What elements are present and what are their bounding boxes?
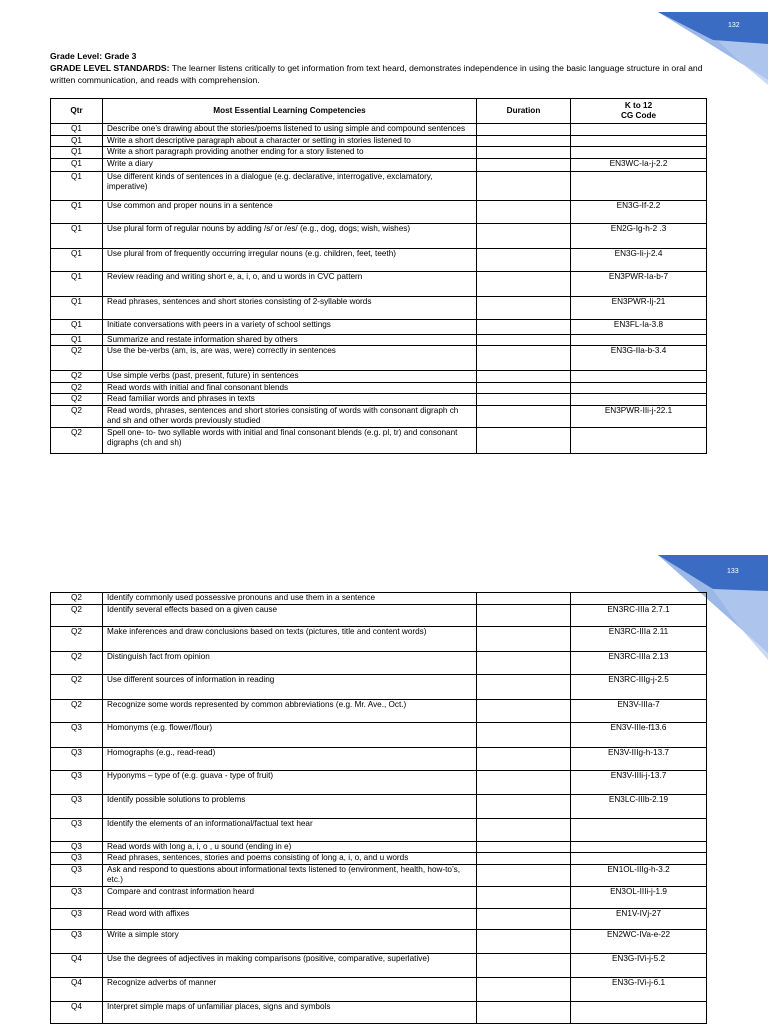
header-cg-code: K to 12 CG Code [571, 99, 707, 124]
cg-code-cell [571, 853, 707, 865]
cg-code-cell: EN3RC-IIIg-j-2.5 [571, 674, 707, 699]
page-number: 133 [727, 568, 739, 575]
cg-code-cell: EN3G-Ii-j-2.4 [571, 248, 707, 271]
competency-cell: Read phrases, sentences and short stories consisting of 2-syllable words [103, 296, 477, 319]
quarter-cell: Q3 [51, 747, 103, 770]
cg-code-cell [571, 124, 707, 136]
quarter-cell: Q2 [51, 405, 103, 427]
table-row [51, 1001, 707, 1023]
competency-cell: Identify commonly used possessive pronouns and use them in a sentence [103, 593, 477, 605]
competency-cell: Distinguish fact from opinion [103, 651, 477, 674]
table-row [51, 908, 707, 929]
duration-cell [477, 977, 571, 1001]
cg-code-cell [571, 147, 707, 159]
quarter-cell: Q1 [51, 319, 103, 334]
competency-cell: Use the be-verbs (am, is, are was, were) correctly in sentences [103, 346, 477, 371]
table-row [51, 651, 707, 674]
quarter-cell: Q1 [51, 200, 103, 223]
quarter-cell: Q3 [51, 864, 103, 886]
quarter-cell: Q1 [51, 147, 103, 159]
table-row [51, 200, 707, 223]
table-row [51, 770, 707, 794]
duration-cell [477, 794, 571, 818]
competency-cell: Read words with initial and final consonant blends [103, 382, 477, 394]
table-row [51, 405, 707, 427]
header-competency: Most Essential Learning Competencies [103, 99, 477, 124]
quarter-cell: Q1 [51, 271, 103, 296]
cg-code-cell [571, 841, 707, 853]
competency-cell: Read word with affixes [103, 908, 477, 929]
quarter-cell: Q1 [51, 223, 103, 248]
quarter-cell: Q2 [51, 626, 103, 651]
quarter-cell: Q1 [51, 334, 103, 346]
competency-cell: Identify possible solutions to problems [103, 794, 477, 818]
competency-cell: Recognize some words represented by common abbreviations (e.g. Mr. Ave., Oct.) [103, 699, 477, 722]
cg-code-cell [571, 382, 707, 394]
duration-cell [477, 124, 571, 136]
quarter-cell: Q2 [51, 371, 103, 383]
standards-label: GRADE LEVEL STANDARDS: [50, 63, 170, 73]
table-row [51, 223, 707, 248]
cg-code-cell: EN3RC-IIIa 2.11 [571, 626, 707, 651]
duration-cell [477, 953, 571, 977]
duration-cell [477, 593, 571, 605]
quarter-cell: Q1 [51, 171, 103, 200]
cg-code-cell: EN3G-IIa-b-3.4 [571, 346, 707, 371]
competency-cell: Write a simple story [103, 929, 477, 953]
table-row [51, 747, 707, 770]
cg-code-cell: EN3V-IIIi-j-13.7 [571, 770, 707, 794]
table-row [51, 147, 707, 159]
cg-code-cell [571, 135, 707, 147]
table-row [51, 382, 707, 394]
duration-cell [477, 158, 571, 171]
page-133 [0, 525, 768, 1024]
quarter-cell: Q3 [51, 908, 103, 929]
cg-code-cell: EN3PWR-Ia-b-7 [571, 271, 707, 296]
competency-cell: Use the degrees of adjectives in making comparisons (positive, comparative, superlative) [103, 953, 477, 977]
cg-code-cell [571, 593, 707, 605]
header-qtr: Qtr [51, 99, 103, 124]
quarter-cell: Q2 [51, 604, 103, 626]
table-row [51, 427, 707, 453]
duration-cell [477, 699, 571, 722]
cg-code-cell [571, 818, 707, 841]
duration-cell [477, 626, 571, 651]
competency-cell: Hyponyms – type of (e.g. guava - type of fruit) [103, 770, 477, 794]
table-row [51, 722, 707, 747]
cg-code-cell [571, 334, 707, 346]
duration-cell [477, 674, 571, 699]
duration-cell [477, 853, 571, 865]
quarter-cell: Q3 [51, 929, 103, 953]
quarter-cell: Q2 [51, 394, 103, 406]
duration-cell [477, 382, 571, 394]
quarter-cell: Q3 [51, 841, 103, 853]
table-row [51, 394, 707, 406]
competencies-table-continued [50, 592, 707, 1024]
quarter-cell: Q3 [51, 853, 103, 865]
cg-code-cell [571, 371, 707, 383]
quarter-cell: Q3 [51, 770, 103, 794]
cg-code-cell [571, 394, 707, 406]
competency-cell: Use plural form of regular nouns by adding /s/ or /es/ (e.g., dog, dogs; wish, wishes) [103, 223, 477, 248]
competency-cell: Review reading and writing short e, a, i, o, and u words in CVC pattern [103, 271, 477, 296]
cg-code-cell: EN3OL-IIIi-j-1.9 [571, 886, 707, 908]
quarter-cell: Q4 [51, 977, 103, 1001]
duration-cell [477, 747, 571, 770]
quarter-cell: Q2 [51, 651, 103, 674]
cg-code-cell: EN3PWR-Ij-21 [571, 296, 707, 319]
competency-cell: Interpret simple maps of unfamiliar places, signs and symbols [103, 1001, 477, 1023]
competency-cell: Write a short descriptive paragraph about a character or setting in stories listened to [103, 135, 477, 147]
duration-cell [477, 929, 571, 953]
table-row [51, 158, 707, 171]
cg-code-cell: EN3WC-Ia-j-2.2 [571, 158, 707, 171]
cg-code-cell: EN3FL-Ia-3.8 [571, 319, 707, 334]
competency-cell: Make inferences and draw conclusions based on texts (pictures, title and content words) [103, 626, 477, 651]
cg-code-cell: EN3G-If-2.2 [571, 200, 707, 223]
table-row [51, 248, 707, 271]
quarter-cell: Q2 [51, 593, 103, 605]
cg-code-cell: EN3RC-IIIa 2.7.1 [571, 604, 707, 626]
table-row [51, 334, 707, 346]
table-row [51, 674, 707, 699]
competency-cell: Homonyms (e.g. flower/flour) [103, 722, 477, 747]
cg-code-cell [571, 171, 707, 200]
duration-cell [477, 147, 571, 159]
duration-cell [477, 818, 571, 841]
table-row [51, 593, 707, 605]
quarter-cell: Q3 [51, 794, 103, 818]
header-duration: Duration [477, 99, 571, 124]
page-number: 132 [728, 22, 740, 29]
cg-code-cell: EN2G-Ig-h-2 .3 [571, 223, 707, 248]
table-row [51, 864, 707, 886]
duration-cell [477, 886, 571, 908]
quarter-cell: Q3 [51, 818, 103, 841]
table-row [51, 977, 707, 1001]
duration-cell [477, 296, 571, 319]
quarter-cell: Q2 [51, 699, 103, 722]
duration-cell [477, 248, 571, 271]
competency-cell: Use different kinds of sentences in a dialogue (e.g. declarative, interrogative, exclamatory, imperative) [103, 171, 477, 200]
competency-cell: Initiate conversations with peers in a variety of school settings [103, 319, 477, 334]
competency-cell: Use different sources of information in reading [103, 674, 477, 699]
duration-cell [477, 371, 571, 383]
duration-cell [477, 405, 571, 427]
table-row [51, 124, 707, 136]
duration-cell [477, 135, 571, 147]
duration-cell [477, 200, 571, 223]
competency-cell: Describe one’s drawing about the stories/poems listened to using simple and compound sentences [103, 124, 477, 136]
quarter-cell: Q3 [51, 886, 103, 908]
quarter-cell: Q2 [51, 346, 103, 371]
competency-cell: Read familiar words and phrases in texts [103, 394, 477, 406]
table-row [51, 853, 707, 865]
cg-code-cell: EN1V-IVj-27 [571, 908, 707, 929]
competency-cell: Recognize adverbs of manner [103, 977, 477, 1001]
duration-cell [477, 394, 571, 406]
duration-cell [477, 334, 571, 346]
competency-cell: Identify the elements of an informational/factual text hear [103, 818, 477, 841]
duration-cell [477, 171, 571, 200]
table-header-row [51, 99, 707, 124]
cg-code-cell: EN3G-IVi-j-5.2 [571, 953, 707, 977]
duration-cell [477, 651, 571, 674]
duration-cell [477, 223, 571, 248]
table-row [51, 371, 707, 383]
grade-label: Grade Level: Grade 3 [50, 51, 137, 61]
table-row [51, 841, 707, 853]
quarter-cell: Q2 [51, 674, 103, 699]
duration-cell [477, 770, 571, 794]
competency-cell: Compare and contrast information heard [103, 886, 477, 908]
table-row [51, 818, 707, 841]
cg-code-cell: EN1OL-IIIg-h-3.2 [571, 864, 707, 886]
table-row [51, 319, 707, 334]
table-row [51, 626, 707, 651]
duration-cell [477, 427, 571, 453]
table-row [51, 953, 707, 977]
duration-cell [477, 346, 571, 371]
competencies-table [50, 98, 707, 454]
quarter-cell: Q1 [51, 124, 103, 136]
cg-code-cell: EN2WC-IVa-e-22 [571, 929, 707, 953]
quarter-cell: Q3 [51, 722, 103, 747]
table-row [51, 699, 707, 722]
duration-cell [477, 1001, 571, 1023]
quarter-cell: Q1 [51, 296, 103, 319]
table-row [51, 346, 707, 371]
competency-cell: Identify several effects based on a given cause [103, 604, 477, 626]
quarter-cell: Q4 [51, 1001, 103, 1023]
table-row [51, 604, 707, 626]
duration-cell [477, 604, 571, 626]
competency-cell: Read words with long a, i, o , u sound (ending in e) [103, 841, 477, 853]
table-row [51, 794, 707, 818]
competency-cell: Use simple verbs (past, present, future) in sentences [103, 371, 477, 383]
duration-cell [477, 864, 571, 886]
quarter-cell: Q2 [51, 382, 103, 394]
cg-code-cell: EN3V-IIIg-h-13.7 [571, 747, 707, 770]
duration-cell [477, 722, 571, 747]
competency-cell: Use common and proper nouns in a sentence [103, 200, 477, 223]
duration-cell [477, 271, 571, 296]
duration-cell [477, 841, 571, 853]
competency-cell: Write a short paragraph providing another ending for a story listened to [103, 147, 477, 159]
table-row [51, 929, 707, 953]
duration-cell [477, 908, 571, 929]
standards-text: The learner listens critically to get information from text heard, demonstrates independence in using the basic language structure in oral and written communication, and reads with comprehension. [50, 63, 703, 85]
competency-cell: Read words, phrases, sentences and short stories consisting of words with consonant digraph ch and sh and other words previously studied [103, 405, 477, 427]
cg-code-cell: EN3V-IIIa-7 [571, 699, 707, 722]
table-row [51, 296, 707, 319]
competency-cell: Read phrases, sentences, stories and poems consisting of long a, i, o, and u words [103, 853, 477, 865]
cg-code-cell [571, 427, 707, 453]
cg-code-cell: EN3RC-IIIa 2.13 [571, 651, 707, 674]
quarter-cell: Q1 [51, 248, 103, 271]
cg-code-cell: EN3G-IVi-j-6.1 [571, 977, 707, 1001]
competency-cell: Ask and respond to questions about informational texts listened to (environment, health, how-to’s, etc.) [103, 864, 477, 886]
grade-header [50, 50, 705, 86]
cg-code-cell [571, 1001, 707, 1023]
cg-code-cell: EN3LC-IIIb-2.19 [571, 794, 707, 818]
competency-cell: Write a diary [103, 158, 477, 171]
table-row [51, 886, 707, 908]
quarter-cell: Q1 [51, 158, 103, 171]
quarter-cell: Q1 [51, 135, 103, 147]
competency-cell: Summarize and restate information shared by others [103, 334, 477, 346]
duration-cell [477, 319, 571, 334]
table-row [51, 135, 707, 147]
table-row [51, 271, 707, 296]
competency-cell: Spell one- to- two syllable words with initial and final consonant blends (e.g. pl, tr) and consonant digraphs (ch and sh) [103, 427, 477, 453]
quarter-cell: Q4 [51, 953, 103, 977]
cg-code-cell: EN3V-IIIe-f13.6 [571, 722, 707, 747]
table-row [51, 171, 707, 200]
quarter-cell: Q2 [51, 427, 103, 453]
competency-cell: Homographs (e.g., read-read) [103, 747, 477, 770]
competency-cell: Use plural from of frequently occurring irregular nouns (e.g. children, feet, teeth) [103, 248, 477, 271]
cg-code-cell: EN3PWR-IIi-j-22.1 [571, 405, 707, 427]
